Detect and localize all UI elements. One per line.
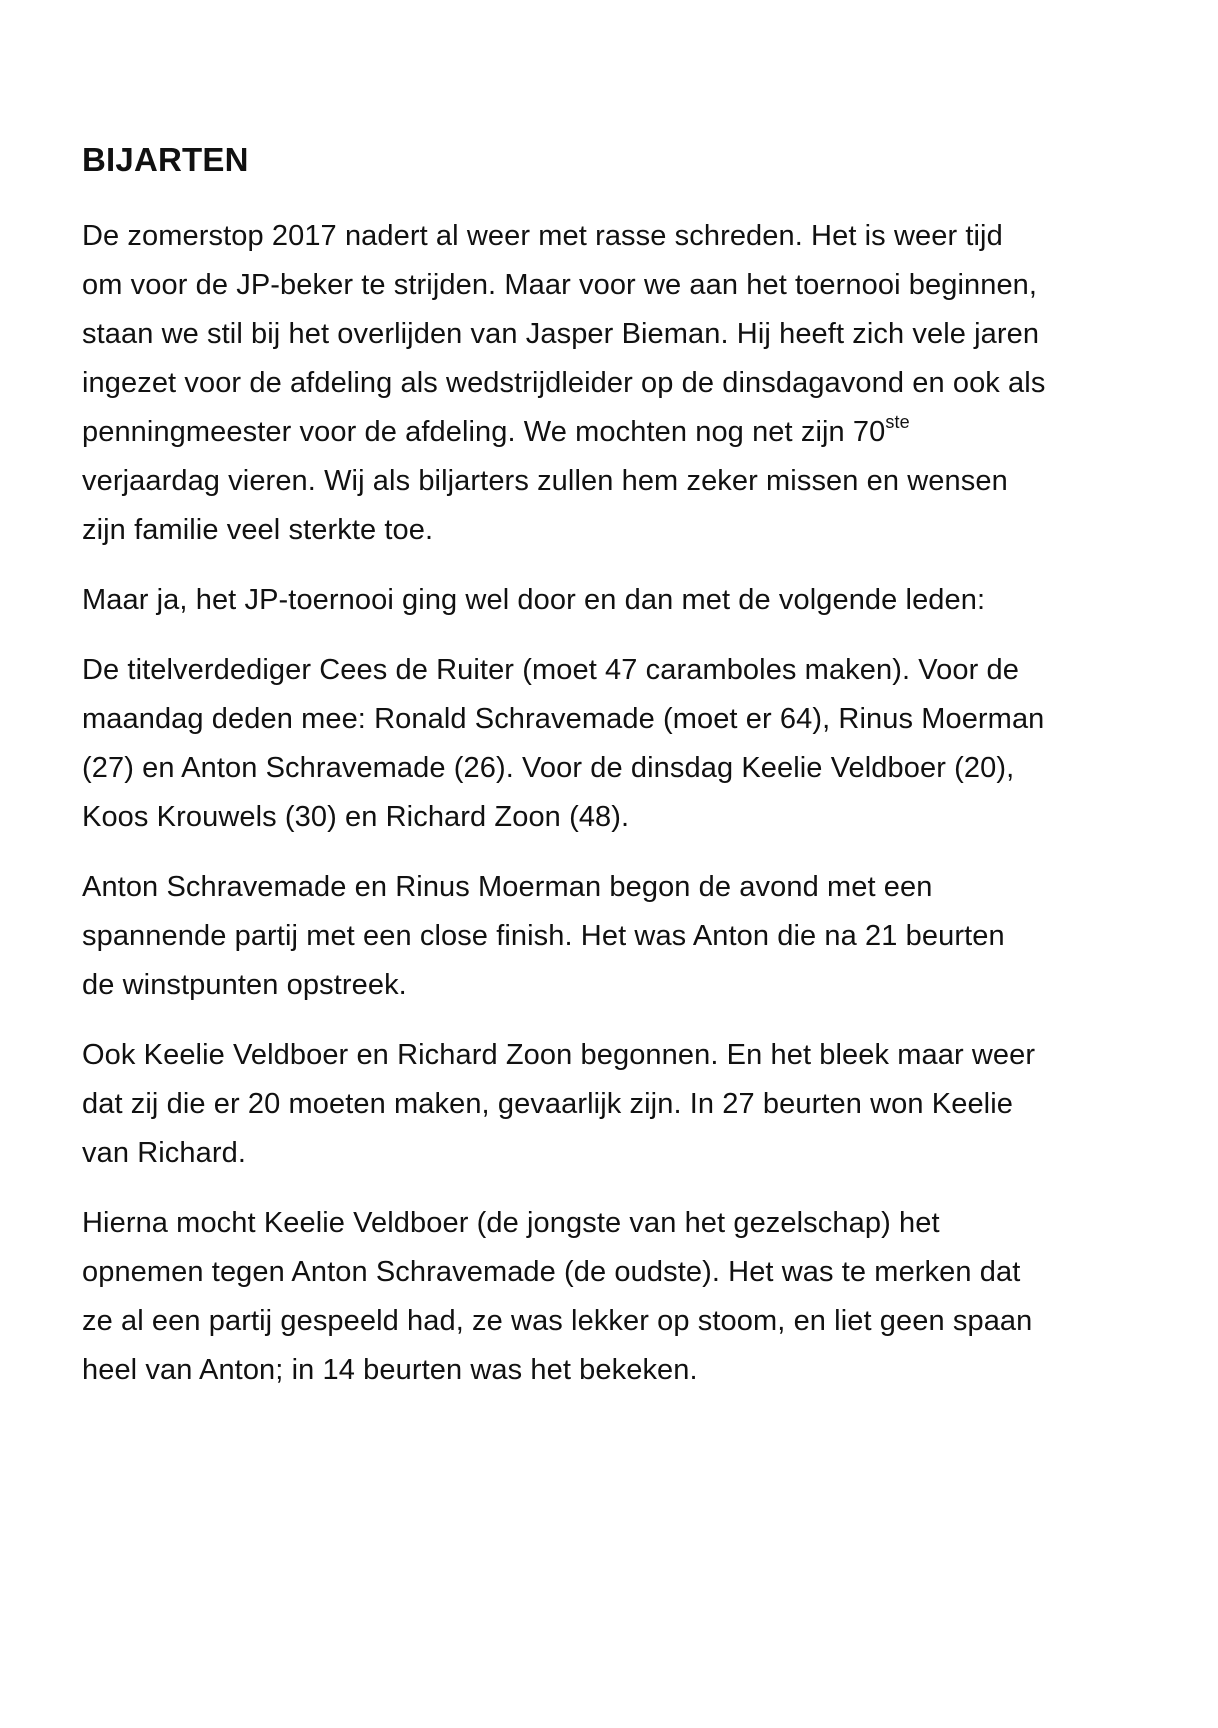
text-line: van Richard. xyxy=(82,1137,246,1169)
text-line: Hierna mocht Keelie Veldboer (de jongste van het gezelschap) het xyxy=(82,1207,940,1239)
page-title: BIJARTEN xyxy=(82,141,249,178)
text-line: Ook Keelie Veldboer en Richard Zoon begonnen. En het bleek maar weer xyxy=(82,1039,1036,1071)
text-line: dat zij die er 20 moeten maken, gevaarlijk zijn. In 27 beurten won Keelie xyxy=(82,1088,1013,1120)
text-line: zijn familie veel sterkte toe. xyxy=(82,514,434,546)
text-line: De zomerstop 2017 nadert al weer met rasse schreden. Het is weer tijd xyxy=(82,220,1003,252)
text-line: ingezet voor de afdeling als wedstrijdleider op de dinsdagavond en ook als xyxy=(82,367,1046,399)
paragraph-match-3 xyxy=(82,1199,1162,1395)
text-line: ze al een partij gespeeld had, ze was lekker op stoom, en liet geen spaan xyxy=(82,1305,1033,1337)
text-line: om voor de JP-beker te strijden. Maar voor we aan het toernooi beginnen, xyxy=(82,269,1038,301)
paragraph-intro xyxy=(82,212,1162,555)
text-line: maandag deden mee: Ronald Schravemade (moet er 64), Rinus Moerman xyxy=(82,703,1045,735)
text-line: heel van Anton; in 14 beurten was het bekeken. xyxy=(82,1354,698,1386)
paragraph-participants xyxy=(82,646,1162,842)
paragraph-match-1 xyxy=(82,863,1162,1010)
paragraph-match-2 xyxy=(82,1031,1162,1178)
text-line-with-ordinal xyxy=(82,408,1162,457)
text-line: opnemen tegen Anton Schravemade (de oudste). Het was te merken dat xyxy=(82,1256,1021,1288)
paragraph-tournament-intro xyxy=(82,576,1162,625)
text-line: de winstpunten opstreek. xyxy=(82,969,407,1001)
text-line: verjaardag vieren. Wij als biljarters zullen hem zeker missen en wensen xyxy=(82,465,1008,497)
ordinal-suffix: ste xyxy=(885,412,910,432)
text-line-part: penningmeester voor de afdeling. We mochten nog net zijn 70 xyxy=(82,416,886,448)
text-line: De titelverdediger Cees de Ruiter (moet 47 caramboles maken). Voor de xyxy=(82,654,1019,686)
text-line: Maar ja, het JP-toernooi ging wel door en dan met de volgende leden: xyxy=(82,584,986,616)
text-line: Anton Schravemade en Rinus Moerman begon de avond met een xyxy=(82,871,933,903)
text-line: Koos Krouwels (30) en Richard Zoon (48). xyxy=(82,801,630,833)
text-line: staan we stil bij het overlijden van Jasper Bieman. Hij heeft zich vele jaren xyxy=(82,318,1040,350)
text-line: spannende partij met een close finish. Het was Anton die na 21 beurten xyxy=(82,920,1005,952)
text-line: (27) en Anton Schravemade (26). Voor de dinsdag Keelie Veldboer (20), xyxy=(82,752,1015,784)
document-page xyxy=(82,140,1162,1416)
